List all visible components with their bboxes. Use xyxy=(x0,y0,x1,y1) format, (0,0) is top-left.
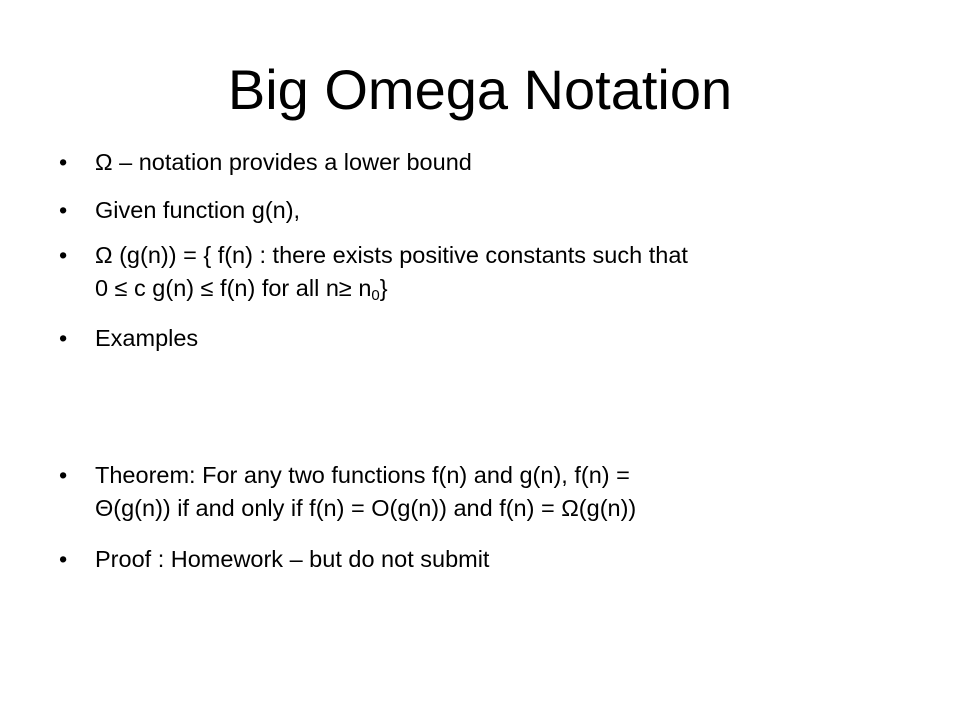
bullet-item xyxy=(59,239,889,305)
bullet-item xyxy=(59,459,889,525)
bullet-text: Given function g(n), xyxy=(95,197,301,223)
definition-line-2 xyxy=(95,275,388,304)
bullet-dot-icon: • xyxy=(59,149,68,175)
bullet-dot-icon: • xyxy=(59,462,68,488)
bullet-text: Ω – notation provides a lower bound xyxy=(95,149,472,175)
subscript-zero: 0 xyxy=(371,287,380,304)
bullet-text: Examples xyxy=(95,325,199,351)
bullet-dot-icon: • xyxy=(59,325,68,351)
closing-brace: } xyxy=(379,275,388,301)
slide-title: Big Omega Notation xyxy=(227,58,733,121)
bullet-dot-icon: • xyxy=(59,197,68,223)
bullet-item xyxy=(59,146,889,179)
bullet-text: Proof : Homework – but do not submit xyxy=(95,546,490,572)
theorem-line-2: Θ(g(n)) if and only if f(n) = O(g(n)) and f(n) = Ω(g(n)) xyxy=(95,495,637,521)
bullet-item xyxy=(59,322,889,355)
bullet-text xyxy=(95,239,889,305)
definition-inequality: 0 ≤ c g(n) ≤ f(n) for all n≥ n xyxy=(95,275,372,301)
definition-line-1: Ω (g(n)) = { f(n) : there exists positive constants such that xyxy=(95,242,688,268)
bullet-text xyxy=(95,459,889,525)
theorem-line-1: Theorem: For any two functions f(n) and g(n), f(n) = xyxy=(95,462,630,488)
bullet-dot-icon: • xyxy=(59,242,68,268)
bullet-item xyxy=(59,194,889,227)
bullet-item xyxy=(59,543,889,576)
bullet-dot-icon: • xyxy=(59,546,68,572)
